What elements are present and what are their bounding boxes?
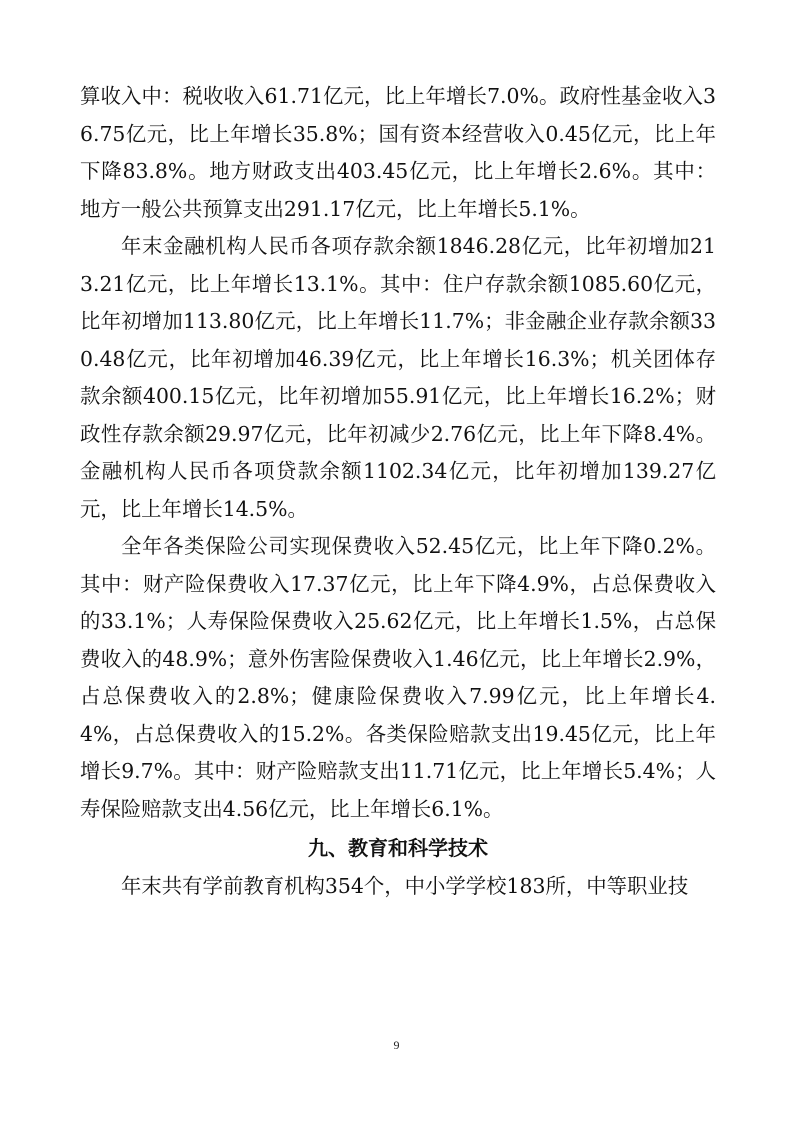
section-heading: 九、教育和科学技术 <box>308 836 488 860</box>
paragraph-bank-deposits: 年末金融机构人民币各项存款余额1846.28亿元，比年初增加213.21亿元，比上年增长13.1%。其中：住户存款余额1085.60亿元，比年初增加113.80亿元，比上年增长11.7%；非金融企业存款余额330.48亿元，比年初增加46.39亿元，比上年增长16.3%；机关团体存款余额400.15亿元，比年初增加55.91亿元，比上年增长16.2%；财政性存款余额29.97亿元，比年初减少2.76亿元，比上年下降8.4%。金融机构人民币各项贷款余额1102.34亿元，比年初增加139.27亿元，比上年增长14.5%。 <box>80 234 716 521</box>
page-number: 9 <box>393 1038 400 1052</box>
paragraph-education: 年末共有学前教育机构354个，中小学学校183所，中等职业技 <box>121 873 689 898</box>
document-page <box>80 78 716 905</box>
paragraph-insurance: 全年各类保险公司实现保费收入52.45亿元，比上年下降0.2%。其中：财产险保费收入17.37亿元，比上年下降4.9%，占总保费收入的33.1%；人寿保险保费收入25.62亿元，比上年增长1.5%，占总保费收入的48.9%；意外伤害险保费收入1.46亿元，比上年增长2.9%，占总保费收入的2.8%；健康险保费收入7.99亿元，比上年增长4.4%，占总保费收入的15.2%。各类保险赔款支出19.45亿元，比上年增长9.7%。其中：财产险赔款支出11.71亿元，比上年增长5.4%；人寿保险赔款支出4.56亿元，比上年增长6.1%。 <box>80 534 716 821</box>
paragraph-fiscal-revenue: 算收入中：税收收入61.71亿元，比上年增长7.0%。政府性基金收入36.75亿元，比上年增长35.8%；国有资本经营收入0.45亿元，比上年下降83.8%。地方财政支出403.45亿元，比上年增长2.6%。其中：地方一般公共预算支出291.17亿元，比上年增长5.1%。 <box>80 84 716 221</box>
